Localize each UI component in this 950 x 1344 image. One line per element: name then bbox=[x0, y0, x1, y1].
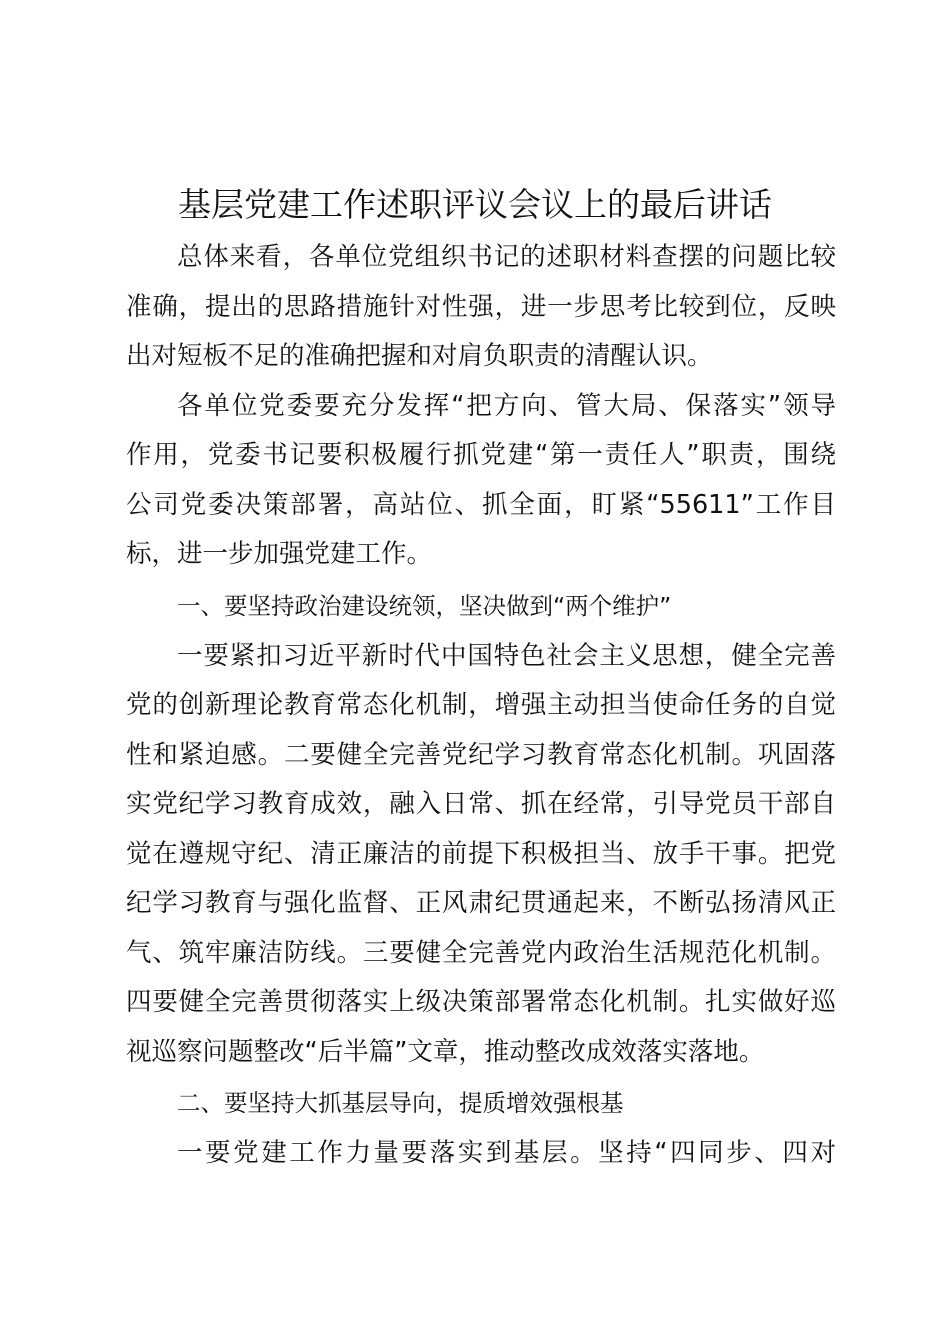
paragraph-line: 气、筑牢廉洁防线。三要健全完善党内政治生活规范化机制。 bbox=[126, 937, 836, 968]
document-body bbox=[126, 233, 836, 1179]
paragraph-line: 准确，提出的思路措施针对性强，进一步思考比较到位，反映 bbox=[126, 291, 836, 322]
paragraph-line: 公司党委决策部署，高站位、抓全面，盯紧“55611”工作目 bbox=[126, 489, 836, 520]
section-heading-1: 一、要坚持政治建设统领，坚决做到“两个维护” bbox=[177, 591, 672, 620]
document-title: 基层党建工作述职评议会议上的最后讲话 bbox=[178, 185, 772, 224]
paragraph-line: 作用，党委书记要积极履行抓党建“第一责任人”职责，围绕 bbox=[126, 440, 836, 470]
paragraph-line: 各单位党委要充分发挥“把方向、管大局、保落实”领导 bbox=[177, 390, 836, 421]
paragraph-line: 觉在遵规守纪、清正廉洁的前提下积极担当、放手干事。把党 bbox=[126, 838, 836, 869]
paragraph-line: 实党纪学习教育成效，融入日常、抓在经常，引导党员干部自 bbox=[126, 789, 836, 819]
paragraph-line: 党的创新理论教育常态化机制，增强主动担当使命任务的自觉 bbox=[126, 690, 836, 720]
paragraph-party-committee bbox=[126, 382, 836, 580]
paragraph-summary bbox=[126, 233, 836, 382]
paragraph-line: 纪学习教育与强化监督、正风肃纪贯通起来，不断弘扬清风正 bbox=[126, 888, 836, 918]
paragraph-line: 四要健全完善贯彻落实上级决策部署常态化机制。扎实做好巡 bbox=[126, 987, 836, 1017]
paragraph-line: 一要党建工作力量要落实到基层。坚持“四同步、四对 bbox=[177, 1138, 836, 1168]
paragraph-line: 一要紧扣习近平新时代中国特色社会主义思想，健全完善 bbox=[177, 640, 836, 671]
paragraph-line: 视巡察问题整改“后半篇”文章，推动整改成效落实落地。 bbox=[126, 1036, 765, 1067]
paragraph-line: 标，进一步加强党建工作。 bbox=[126, 539, 433, 569]
section-heading-2: 二、要坚持大抓基层导向，提质增效强根基 bbox=[177, 1089, 624, 1117]
paragraph-line: 出对短板不足的准确把握和对肩负职责的清醒认识。 bbox=[126, 341, 713, 371]
paragraph-line: 总体来看，各单位党组织书记的述职材料查摆的问题比较 bbox=[177, 242, 836, 272]
section-2-paragraph bbox=[126, 1129, 836, 1179]
paragraph-line: 性和紧迫感。二要健全完善党纪学习教育常态化机制。巩固落 bbox=[126, 739, 836, 770]
section-1-paragraph bbox=[126, 632, 836, 1078]
